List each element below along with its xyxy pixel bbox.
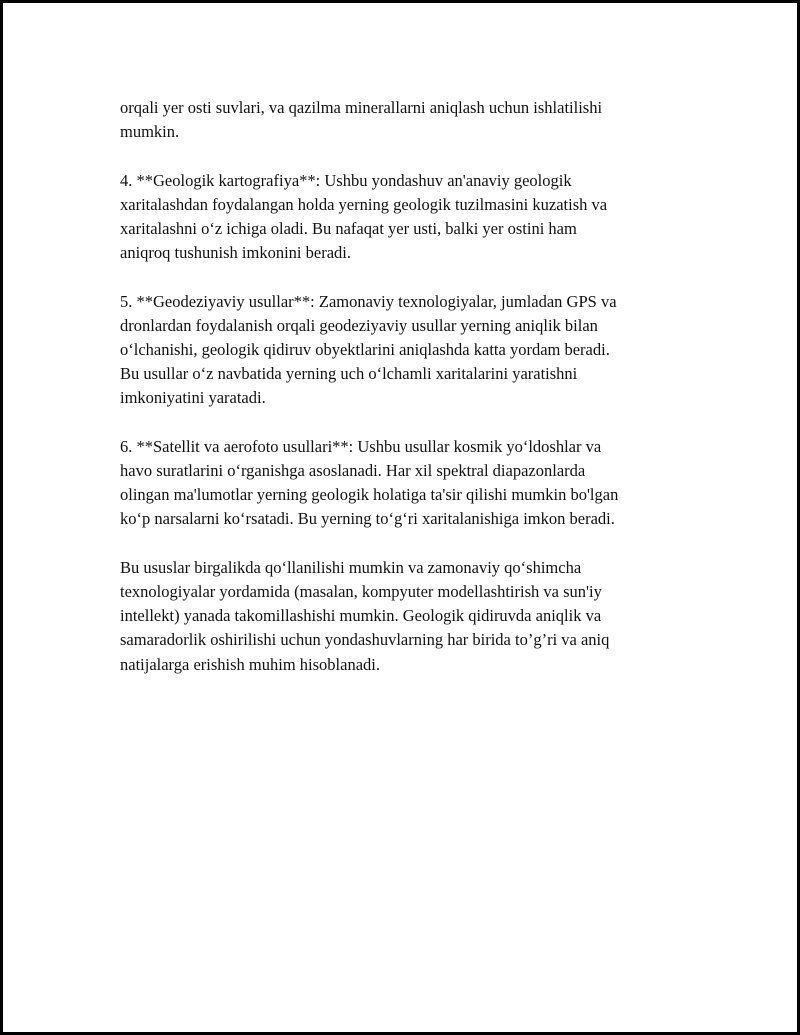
text-line: Bu usullar o‘z navbatida yerning uch o‘lchamli xaritalarini yaratishni [120,364,578,384]
text-line: samaradorlik oshirilishi uchun yondashuvlarning har birida to’g’ri va aniq [120,630,610,650]
text-line: orqali yer osti suvlari, va qazilma minerallarni aniqlash uchun ishlatilishi [120,98,603,117]
text-line: natijalarga erishish muhim hisoblanadi. [120,654,380,674]
paragraph-conclusion [120,556,695,677]
paragraph-geologik-kartografiya [120,169,695,266]
text-line: aniqroq tushunish imkonini beradi. [120,243,351,263]
text-line: olingan ma'lumotlar yerning geologik holatiga ta'sir qilishi mumkin bo'lgan [120,485,619,505]
text-line: dronlardan foydalanish orqali geodeziyaviy usullar yerning aniqlik bilan [120,315,598,335]
paragraph-continuation [120,96,695,144]
text-line: mumkin. [120,122,180,142]
text-line: 4. **Geologik kartografiya**: Ushbu yondashuv an'anaviy geologik [120,170,572,190]
text-line: Bu ususlar birgalikda qo‘llanilishi mumkin va zamonaviy qo‘shimcha [120,557,582,577]
text-line: xaritalashdan foydalangan holda yerning geologik tuzilmasini kuzatish va [120,194,608,214]
text-line: texnologiyalar yordamida (masalan, kompyuter modellashtirish va sun'iy [120,582,602,601]
paragraph-satellit-aerofoto [120,435,695,532]
text-line: xaritalashni o‘z ichiga oladi. Bu nafaqat yer usti, balki yer ostini ham [120,219,577,238]
text-line: o‘lchanishi, geologik qidiruv obyektlarini aniqlashda katta yordam beradi. [120,340,610,359]
text-line: havo suratlarini o‘rganishga asoslanadi. Har xil spektral diapazonlarda [120,461,586,480]
text-line: intellekt) yanada takomillashishi mumkin. Geologik qidiruvda aniqlik va [120,606,602,626]
document-body [120,96,695,701]
text-line: 6. **Satellit va aerofoto usullari**: Ushbu usullar kosmik yo‘ldoshlar va [120,436,602,456]
text-line: imkoniyatini yaratadi. [120,388,266,408]
paragraph-geodeziyaviy-usullar [120,290,695,411]
text-line: ko‘p narsalarni ko‘rsatadi. Bu yerning to‘g‘ri xaritalanishiga imkon beradi. [120,509,615,529]
text-line: 5. **Geodeziyaviy usullar**: Zamonaviy texnologiyalar, jumladan GPS va [120,291,617,311]
